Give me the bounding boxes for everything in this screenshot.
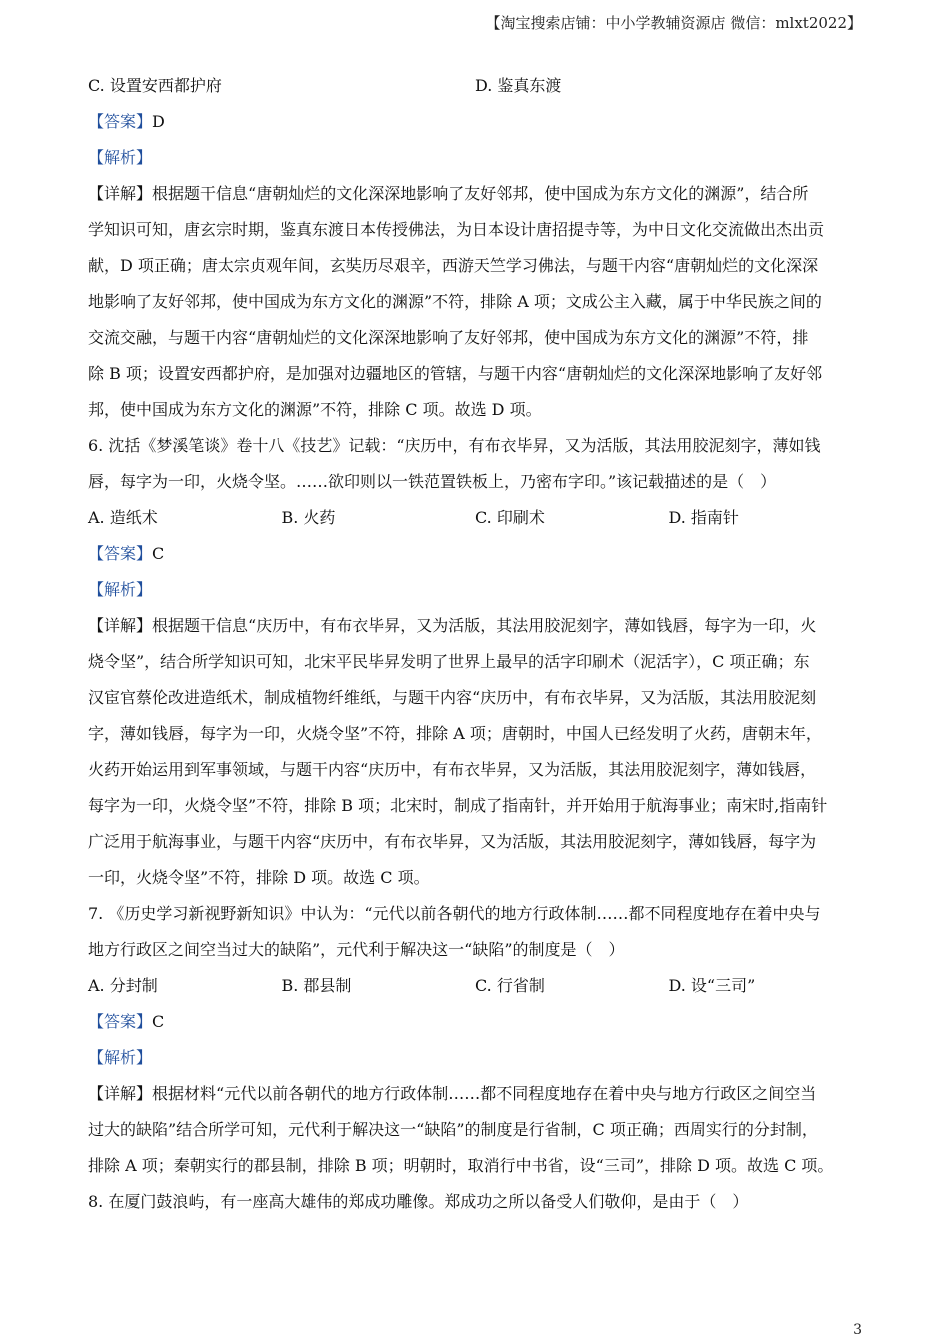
- stem-line: 唇，每字为一印，火烧令坚。……欲印则以一铁范置铁板上，乃密布字印。”该记载描述的是（ ）: [88, 472, 777, 491]
- q5-options: [88, 68, 862, 104]
- detail-line: 【详解】根据题干信息“庆历中，有布衣毕昇，又为活版，其法用胶泥刻字，薄如钱唇，每字为一印，火: [88, 616, 817, 635]
- analysis-label: 【解析】: [88, 580, 153, 599]
- stem-line: 地方行政区之间空当过大的缺陷”，元代利于解决这一“缺陷”的制度是（ ）: [88, 940, 625, 959]
- detail-line: 献，D 项正确；唐太宗贞观年间，玄奘历尽艰辛，西游天竺学习佛法，与题干内容“唐朝灿烂的文化深深: [88, 256, 819, 275]
- detail-line: 一印，火烧令坚”不符，排除 D 项。故选 C 项。: [88, 868, 430, 887]
- detail-label: 【详解】: [88, 1084, 153, 1103]
- q6-stem: [88, 428, 862, 500]
- q6-option-a: A. 造纸术: [88, 508, 158, 527]
- answer-label: 【答案】: [88, 112, 153, 131]
- detail-line: 广泛用于航海事业，与题干内容“庆历中，有布衣毕昇，又为活版，其法用胶泥刻字，薄如钱唇，每字为: [88, 832, 817, 851]
- q6-analysis: [88, 572, 862, 608]
- answer-label: 【答案】: [88, 544, 153, 563]
- q8-stem: [88, 1184, 862, 1220]
- q7-option-c: C. 行省制: [475, 976, 545, 995]
- detail-line: 排除 A 项；秦朝实行的郡县制，排除 B 项；明朝时，取消行中书省，设“三司”，排除 D 项。故选 C 项。: [88, 1156, 834, 1175]
- answer-value: C: [152, 544, 165, 563]
- analysis-label: 【解析】: [88, 148, 153, 167]
- detail-line: 【详解】根据材料“元代以前各朝代的地方行政体制……都不同程度地存在着中央与地方行政区之间空当: [88, 1084, 817, 1103]
- detail-line: 汉宦官蔡伦改进造纸术，制成植物纤维纸，与题干内容“庆历中，有布衣毕昇，又为活版，其法用胶泥刻: [88, 688, 817, 707]
- q6-option-b: B. 火药: [281, 508, 336, 527]
- answer-value: C: [152, 1012, 165, 1031]
- q5-answer: [88, 104, 862, 140]
- detail-line: 火药开始运用到军事领域，与题干内容“庆历中，有布衣毕昇，又为活版，其法用胶泥刻字，薄如钱唇，: [88, 760, 817, 779]
- q7-option-d: D. 设“三司”: [668, 976, 756, 995]
- page-header: 【淘宝搜索店铺：中小学教辅资源店 微信：mlxt2022】: [485, 14, 862, 32]
- q6-detail: [88, 608, 862, 896]
- q5-detail: [88, 176, 862, 428]
- detail-line: 字，薄如钱唇，每字为一印，火烧令坚”不符，排除 A 项；唐朝时，中国人已经发明了火药，唐朝末年，: [88, 724, 822, 743]
- q6-options: [88, 500, 862, 536]
- answer-label: 【答案】: [88, 1012, 153, 1031]
- detail-line: 交流交融，与题干内容“唐朝灿烂的文化深深地影响了友好邻邦，使中国成为东方文化的渊源”不符，排: [88, 328, 809, 347]
- q7-option-a: A. 分封制: [88, 976, 158, 995]
- stem-line: 6. 沈括《梦溪笔谈》卷十八《技艺》记载：“庆历中，有布衣毕昇，又为活版，其法用胶泥刻字，薄如钱: [88, 436, 821, 455]
- q7-analysis: [88, 1040, 862, 1076]
- q7-answer: [88, 1004, 862, 1040]
- q5-option-d: D. 鉴真东渡: [475, 76, 562, 95]
- q6-answer: [88, 536, 862, 572]
- detail-line: 学知识可知，唐玄宗时期，鉴真东渡日本传授佛法，为日本设计唐招提寺等，为中日文化交流做出杰出贡: [88, 220, 825, 239]
- detail-line: 地影响了友好邻邦，使中国成为东方文化的渊源”不符，排除 A 项；文成公主入藏，属于中华民族之间的: [88, 292, 822, 311]
- q7-stem: [88, 896, 862, 968]
- q5-option-c: C. 设置安西都护府: [88, 76, 222, 95]
- stem-line: 8. 在厦门鼓浪屿，有一座高大雄伟的郑成功雕像。郑成功之所以备受人们敬仰，是由于（ ）: [88, 1192, 749, 1211]
- q5-analysis: [88, 140, 862, 176]
- q6-option-d: D. 指南针: [668, 508, 739, 527]
- q6-option-c: C. 印刷术: [475, 508, 545, 527]
- detail-label: 【详解】: [88, 616, 153, 635]
- page-number: 3: [853, 1322, 862, 1338]
- page-content: [88, 68, 862, 1220]
- detail-line: 烧令坚”，结合所学知识可知，北宋平民毕昇发明了世界上最早的活字印刷术（泥活字），C 项正确；东: [88, 652, 810, 671]
- detail-line: 过大的缺陷”结合所学可知，元代利于解决这一“缺陷”的制度是行省制，C 项正确；西周实行的分封制，: [88, 1120, 818, 1139]
- stem-line: 7. 《历史学习新视野新知识》中认为：“元代以前各朝代的地方行政体制……都不同程度地存在着中央与: [88, 904, 821, 923]
- detail-line: 【详解】根据题干信息“唐朝灿烂的文化深深地影响了友好邻邦，使中国成为东方文化的渊源”，结合所: [88, 184, 809, 203]
- detail-line: 每字为一印，火烧令坚”不符，排除 B 项；北宋时，制成了指南针，并开始用于航海事业；南宋时,指南针: [88, 796, 828, 815]
- detail-label: 【详解】: [88, 184, 153, 203]
- answer-value: D: [152, 112, 165, 131]
- detail-line: 邦，使中国成为东方文化的渊源”不符，排除 C 项。故选 D 项。: [88, 400, 542, 419]
- analysis-label: 【解析】: [88, 1048, 153, 1067]
- detail-line: 除 B 项；设置安西都护府，是加强对边疆地区的管辖，与题干内容“唐朝灿烂的文化深深地影响了友好邻: [88, 364, 823, 383]
- q7-option-b: B. 郡县制: [281, 976, 352, 995]
- q7-detail: [88, 1076, 862, 1184]
- q7-options: [88, 968, 862, 1004]
